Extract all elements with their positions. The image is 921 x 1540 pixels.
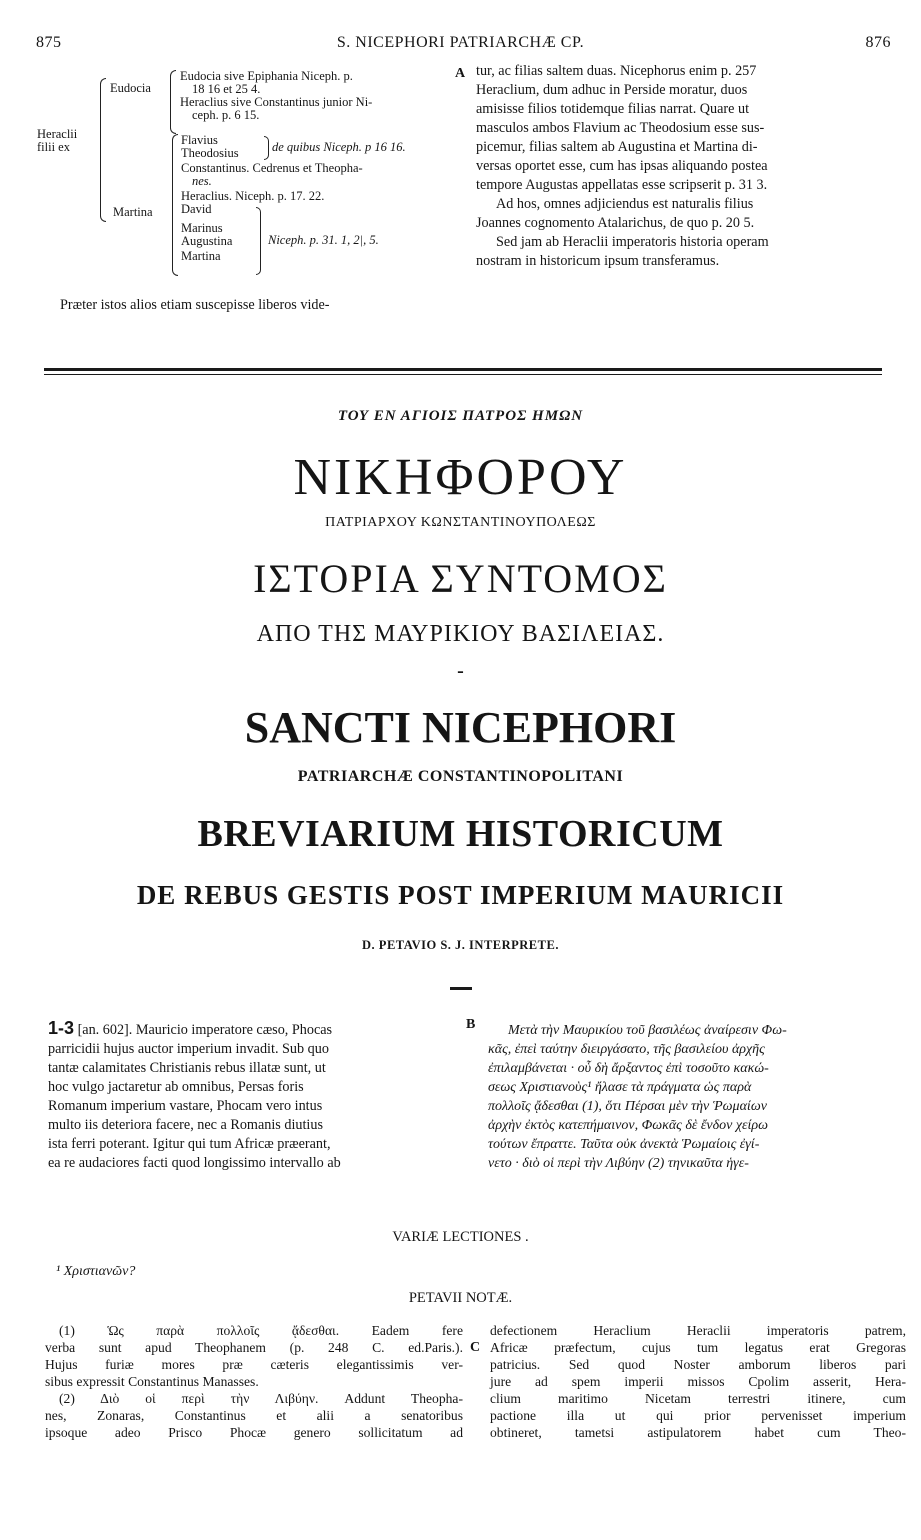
eudocia-label: Eudocia xyxy=(110,81,151,95)
text-line: Μετὰ τὴν Μαυρικίου τοῦ βασιλέως ἀναίρεσιν Φω- xyxy=(508,1023,787,1038)
greek-patriarch: ΠΑΤΡΙΑΡΧΟΥ ΚΩΝΣΤΑΝΤΙΝΟΥΠΟΛΕΩΣ xyxy=(325,515,596,530)
latin-first-text: [an. 602]. Mauricio imperatore cæso, Phocas xyxy=(74,1022,333,1038)
notes-left-column xyxy=(45,1322,463,1441)
flavius-brace xyxy=(264,136,269,160)
latin-name: SANCTI NICEPHORI xyxy=(244,703,677,752)
text-line: κᾶς, ἐπεὶ ταύτην διειργάσατο, τῆς βασιλείου ἀρχῆς xyxy=(488,1042,765,1057)
group-note: Niceph. p. 31. 1, 2|, 5. xyxy=(268,233,379,247)
text-line: πολλοῖς ᾄδεσθαι (1), ὅτι Πέρσαι μὲν τὴν Ῥωμαίων xyxy=(488,1099,767,1114)
text-line: ἀρχὴν ἐκτὸς κατεπήμαινον, Φωκᾶς δὲ ἔνδον χείρω xyxy=(488,1118,768,1133)
running-title: S. NICEPHORI PATRIARCHÆ CP. xyxy=(336,34,585,51)
david: David xyxy=(181,202,212,216)
text-line: versas oportet esse, cum has ipsas aliquando postea xyxy=(476,158,768,174)
note-line: ipsoque adeo Prisco Phocæ genero sollicitatum ad xyxy=(45,1425,463,1440)
text-line: Romanum imperium vastare, Phocam vero intus xyxy=(48,1098,323,1114)
augustina: Augustina xyxy=(181,234,233,248)
text-line: multo iis deteriora facere, nec a Romanis diutius xyxy=(48,1117,323,1133)
theodosius: Theodosius xyxy=(181,146,239,160)
page-number-right: 876 xyxy=(865,34,891,51)
note-line: jure ad spem imperii missos Cpolim asserit, Hera- xyxy=(490,1374,906,1389)
interpreter: D. PETAVIO S. J. INTERPRETE. xyxy=(362,938,559,952)
text-line: hoc vulgo jactaretur ab omnibus, Persas foris xyxy=(48,1079,304,1095)
eudocia-line-3: Heraclius sive Constantinus junior Ni- xyxy=(180,95,373,109)
text-line: ista ferri poterant. Igitur qui tum Africæ præerant, xyxy=(48,1136,331,1152)
martina-child: Martina xyxy=(181,249,221,263)
martina-brace xyxy=(172,134,178,276)
note-line: (1) Ὡς παρὰ πολλοῖς ᾄδεσθαι. Eadem fere xyxy=(59,1323,463,1338)
note-line: pactione illa ut qui prior pervenisset imperium xyxy=(490,1408,906,1423)
marinus: Marinus xyxy=(181,221,223,235)
greek-pre-title: ΤΟΥ ΕΝ ΑΓΙΟΙΣ ΠΑΤΡΟΣ ΗΜΩΝ xyxy=(337,408,584,424)
note-line: (2) Διὸ οἱ περὶ τὴν Λιβύην. Addunt Theopha- xyxy=(59,1391,463,1406)
eudocia-line-1: Eudocia sive Epiphania Niceph. p. xyxy=(180,69,353,83)
constantinus-cont: nes. xyxy=(192,174,212,188)
constantinus: Constantinus. Cedrenus et Theopha- xyxy=(181,161,363,175)
text-line: σεως Χριστιανοὺς¹ ἤλασε τὰ πράγματα ὡς παρὰ xyxy=(488,1080,752,1095)
notes-right-column xyxy=(490,1322,906,1441)
note-line: obtineret, tametsi astipulatorem habet cum Theo- xyxy=(490,1425,906,1440)
praeter-line: Præter istos alios etiam suscepisse liberos vide- xyxy=(60,297,330,313)
paragraph-number: 1-3 xyxy=(48,1018,75,1038)
group-brace xyxy=(256,207,261,275)
greek-title: ΙΣΤΟΡΙΑ ΣΥΝΤΟΜΟΣ xyxy=(253,556,668,601)
flavius-note: de quibus Niceph. p 16 16. xyxy=(272,140,406,154)
page-number-left: 875 xyxy=(36,34,62,51)
text-line: ἐπιλαμβάνεται · οὗ δὴ ἄρξαντος ἐπὶ τοσοῦτο κακώ- xyxy=(488,1061,769,1076)
divider-thick xyxy=(44,368,882,371)
divider-thin xyxy=(44,374,882,375)
text-line: masculos ambos Flavium ac Theodosium esse sus- xyxy=(476,120,765,136)
flavius: Flavius xyxy=(181,133,218,147)
text-line: νετο · διὸ οἱ περὶ τὴν Λιβύην (2) τηνικαῦτα ἡγε- xyxy=(488,1156,749,1171)
ornament-dash xyxy=(450,987,472,990)
text-line: Heraclium, dum adhuc in Perside moratur, duos xyxy=(476,82,748,98)
greek-name: ΝΙΚΗΦΟΡΟΥ xyxy=(293,449,628,506)
eudocia-brace xyxy=(170,70,176,134)
note-line: Africæ præfectum, cujus tum legatus erat Gregoras xyxy=(490,1340,906,1355)
latin-title: BREVIARIUM HISTORICUM xyxy=(197,813,724,855)
margin-letter-c: C xyxy=(470,1340,481,1355)
text-line: tempore Augustas appellatas esse scripserit p. 31 3. xyxy=(476,177,768,193)
note-line: patricius. Sed quod Noster amborum liberos pari xyxy=(490,1357,906,1372)
latin-column xyxy=(48,1019,462,1173)
genealogy-root-2: filii ex xyxy=(37,140,70,154)
genealogy-root-1: Heraclii xyxy=(37,127,78,141)
greek-subtitle: ΑΠΟ ΤΗΣ ΜΑΥΡΙΚΙΟΥ ΒΑΣΙΛΕΙΑΣ. xyxy=(256,621,665,647)
latin-first-line xyxy=(48,1019,462,1040)
continuation-column xyxy=(476,62,886,271)
note-line: defectionem Heraclium Heraclii imperatoris patrem, xyxy=(490,1323,906,1338)
text-line: nostram in historicum ipsum transferamus. xyxy=(476,253,720,269)
note-line: Hujus furiæ mores præ cæteris elegantissimis ver- xyxy=(45,1357,463,1372)
variae-heading: VARIÆ LECTIONES . xyxy=(392,1229,529,1245)
text-line: amisisse filios totidemque filias narrat. Quare ut xyxy=(476,101,750,117)
greek-column xyxy=(488,1021,906,1173)
text-line: Ad hos, omnes adjiciendus est naturalis filius xyxy=(496,196,754,212)
note-line: nes, Zonaras, Constantinus et alii a senatoribus xyxy=(45,1408,463,1423)
petavii-heading: PETAVII NOTÆ. xyxy=(408,1290,513,1306)
martina-label: Martina xyxy=(113,205,153,219)
text-line: Joannes cognomento Atalarichus, de quo p. 20 5. xyxy=(476,215,755,231)
heraclius: Heraclius. Niceph. p. 17. 22. xyxy=(181,189,325,203)
text-line: Sed jam ab Heraclii imperatoris historia operam xyxy=(496,234,769,250)
variae-note: ¹ Χριστιανῶν? xyxy=(56,1264,136,1279)
latin-patriarch: PATRIARCHÆ CONSTANTINOPOLITANI xyxy=(297,768,624,785)
margin-letter-a: A xyxy=(455,66,466,81)
text-line: picemur, filias saltem ab Augustina et Martina di- xyxy=(476,139,758,155)
text-line: τούτων ἔπραττε. Ταῦτα οὐκ ἀνεκτὰ Ῥωμαίοις ἐγί- xyxy=(488,1137,760,1152)
note-line: clium maritimo Nicetam terrestri itinere, cum xyxy=(490,1391,906,1406)
latin-subtitle: DE REBUS GESTIS POST IMPERIUM MAURICII xyxy=(136,880,785,910)
text-line: ea re audaciores facti quod longissimo intervallo ab xyxy=(48,1155,341,1171)
root-brace xyxy=(100,78,106,222)
eudocia-line-4: ceph. p. 6 15. xyxy=(192,108,260,122)
text-line: tur, ac filias saltem duas. Nicephorus enim p. 257 xyxy=(476,63,757,79)
margin-letter-b: B xyxy=(466,1017,476,1032)
text-line: tantæ calamitates Christianis rebus illatæ sunt, ut xyxy=(48,1060,326,1076)
note-line: verba sunt apud Theophanem (p. 248 C. ed.Paris.). xyxy=(45,1340,463,1355)
note-line: sibus expressit Constantinus Manasses. xyxy=(45,1374,259,1389)
title-dash: - xyxy=(457,660,464,682)
eudocia-line-2: 18 16 et 25 4. xyxy=(192,82,261,96)
text-line: parricidii hujus auctor imperium invadit. Sub quo xyxy=(48,1041,329,1057)
